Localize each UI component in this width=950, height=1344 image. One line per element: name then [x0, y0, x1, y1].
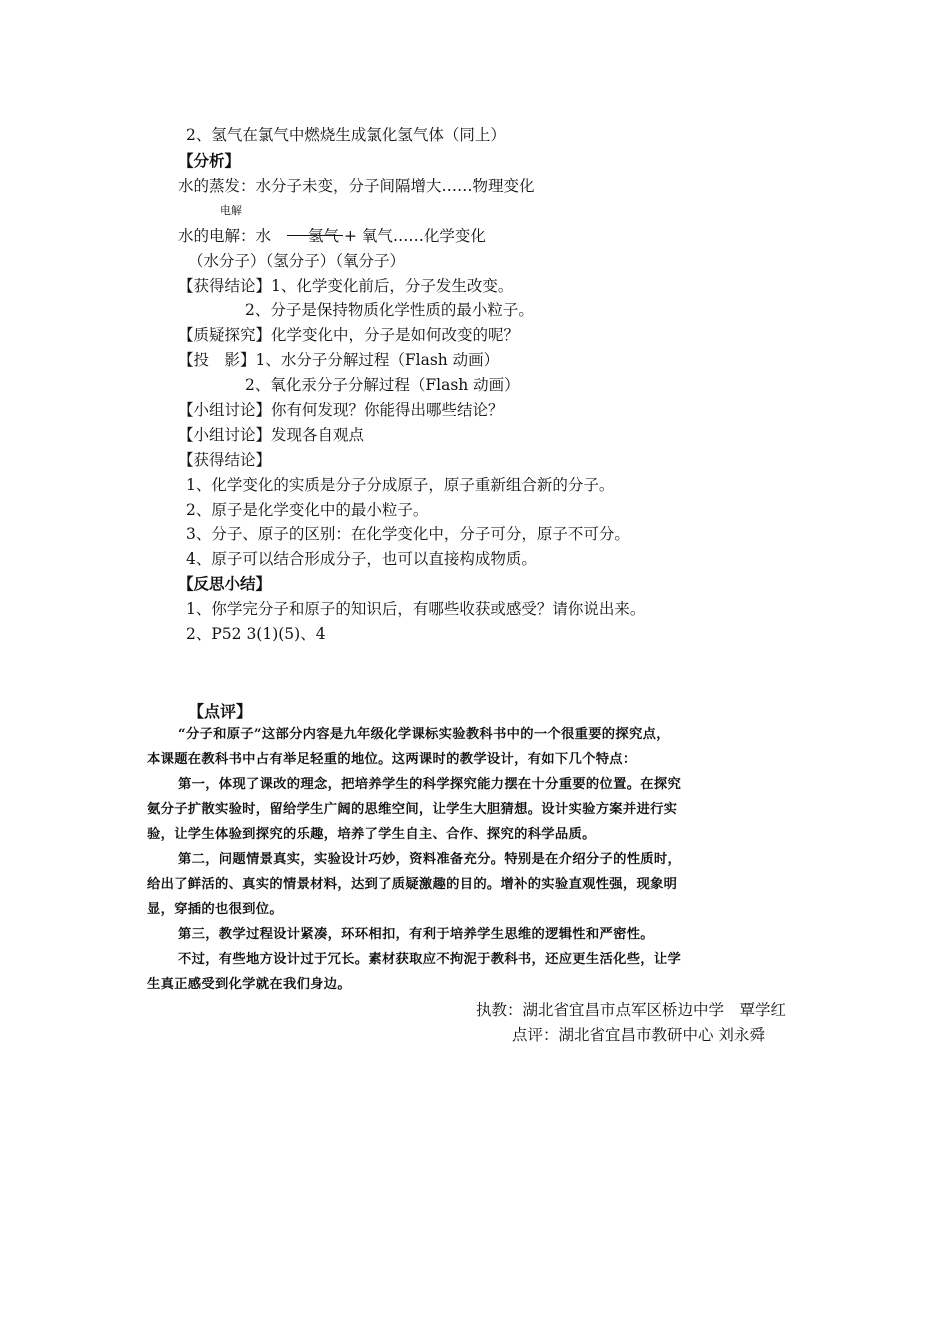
review-line: 第二，问题情景真实，实验设计巧妙，资料准备充分。特别是在介绍分子的性质时，	[178, 852, 682, 867]
text-line: 【质疑探究】化学变化中，分子是如何改变的呢？	[178, 326, 520, 344]
text-line: 氢气 + 氧气……化学变化	[308, 227, 486, 245]
text-line: 水的电解：水	[178, 227, 272, 245]
review-line: “分子和原子”这部分内容是九年级化学课标实验教科书中的一个很重要的探究点，	[178, 727, 670, 742]
text-line: 2、氧化汞分子分解过程（Flash 动画）	[245, 376, 520, 394]
text-line: 1、你学完分子和原子的知识后，有哪些收获或感受？请你说出来。	[186, 600, 646, 618]
review-heading: 【点评】	[188, 702, 253, 721]
review-line: 本课题在教科书中占有举足轻重的地位。这两课时的教学设计，有如下几个特点：	[147, 752, 637, 767]
text-line: 2、原子是化学变化中的最小粒子。	[186, 501, 429, 519]
text-line: 【小组讨论】发现各自观点	[178, 426, 365, 444]
electrolysis-label: 电解	[220, 204, 242, 217]
text-line: 【获得结论】1、化学变化前后，分子发生改变。	[178, 277, 514, 295]
text-line: 【获得结论】	[178, 451, 272, 469]
text-line: 2、分子是保持物质化学性质的最小粒子。	[245, 301, 534, 319]
review-line: 第三，教学过程设计紧凑，环环相扣，有利于培养学生思维的逻辑性和严密性。	[178, 927, 654, 942]
text-line: 【小组讨论】你有何发现？你能得出哪些结论？	[178, 401, 504, 419]
text-line: 2、P52 3(1)(5)、4	[186, 625, 326, 643]
text-line: 3、分子、原子的区别：在化学变化中，分子可分，原子不可分。	[186, 525, 630, 543]
review-line: 显，穿插的也很到位。	[147, 902, 283, 917]
review-line: 氨分子扩散实验时，留给学生广阔的思维空间，让学生大胆猜想。设计实验方案并进行实	[147, 802, 678, 817]
review-line: 验，让学生体验到探究的乐趣，培养了学生自主、合作、探究的科学品质。	[147, 827, 596, 842]
text-line: 1、化学变化的实质是分子分成原子，原子重新组合新的分子。	[186, 476, 615, 494]
section-heading-reflection: 【反思小结】	[178, 574, 272, 593]
text-line: 2、氢气在氯气中燃烧生成氯化氢气体（同上）	[186, 126, 506, 144]
review-line: 给出了鲜活的、真实的情景材料，达到了质疑激趣的目的。增补的实验直观性强，现象明	[147, 877, 678, 892]
review-line: 第一，体现了课改的理念，把培养学生的科学探究能力摆在十分重要的位置。在探究	[178, 777, 682, 792]
review-line: 生真正感受到化学就在我们身边。	[147, 977, 351, 992]
text-line: （水分子）（氢分子）（氧分子）	[188, 252, 406, 270]
section-heading-analysis: 【分析】	[178, 151, 241, 170]
text-line: 4、原子可以结合形成分子，也可以直接构成物质。	[186, 550, 537, 568]
text-line: 水的蒸发：水分子未变，分子间隔增大……物理变化	[178, 177, 535, 195]
author-credit: 执教：湖北省宜昌市点军区桥边中学 覃学红	[476, 1001, 787, 1019]
review-line: 不过，有些地方设计过于冗长。素材获取应不拘泥于教科书，还应更生活化些，让学	[178, 952, 682, 967]
text-line: 【投 影】1、水分子分解过程（Flash 动画）	[178, 351, 500, 369]
reviewer-credit: 点评：湖北省宜昌市教研中心 刘永舜	[512, 1026, 765, 1044]
